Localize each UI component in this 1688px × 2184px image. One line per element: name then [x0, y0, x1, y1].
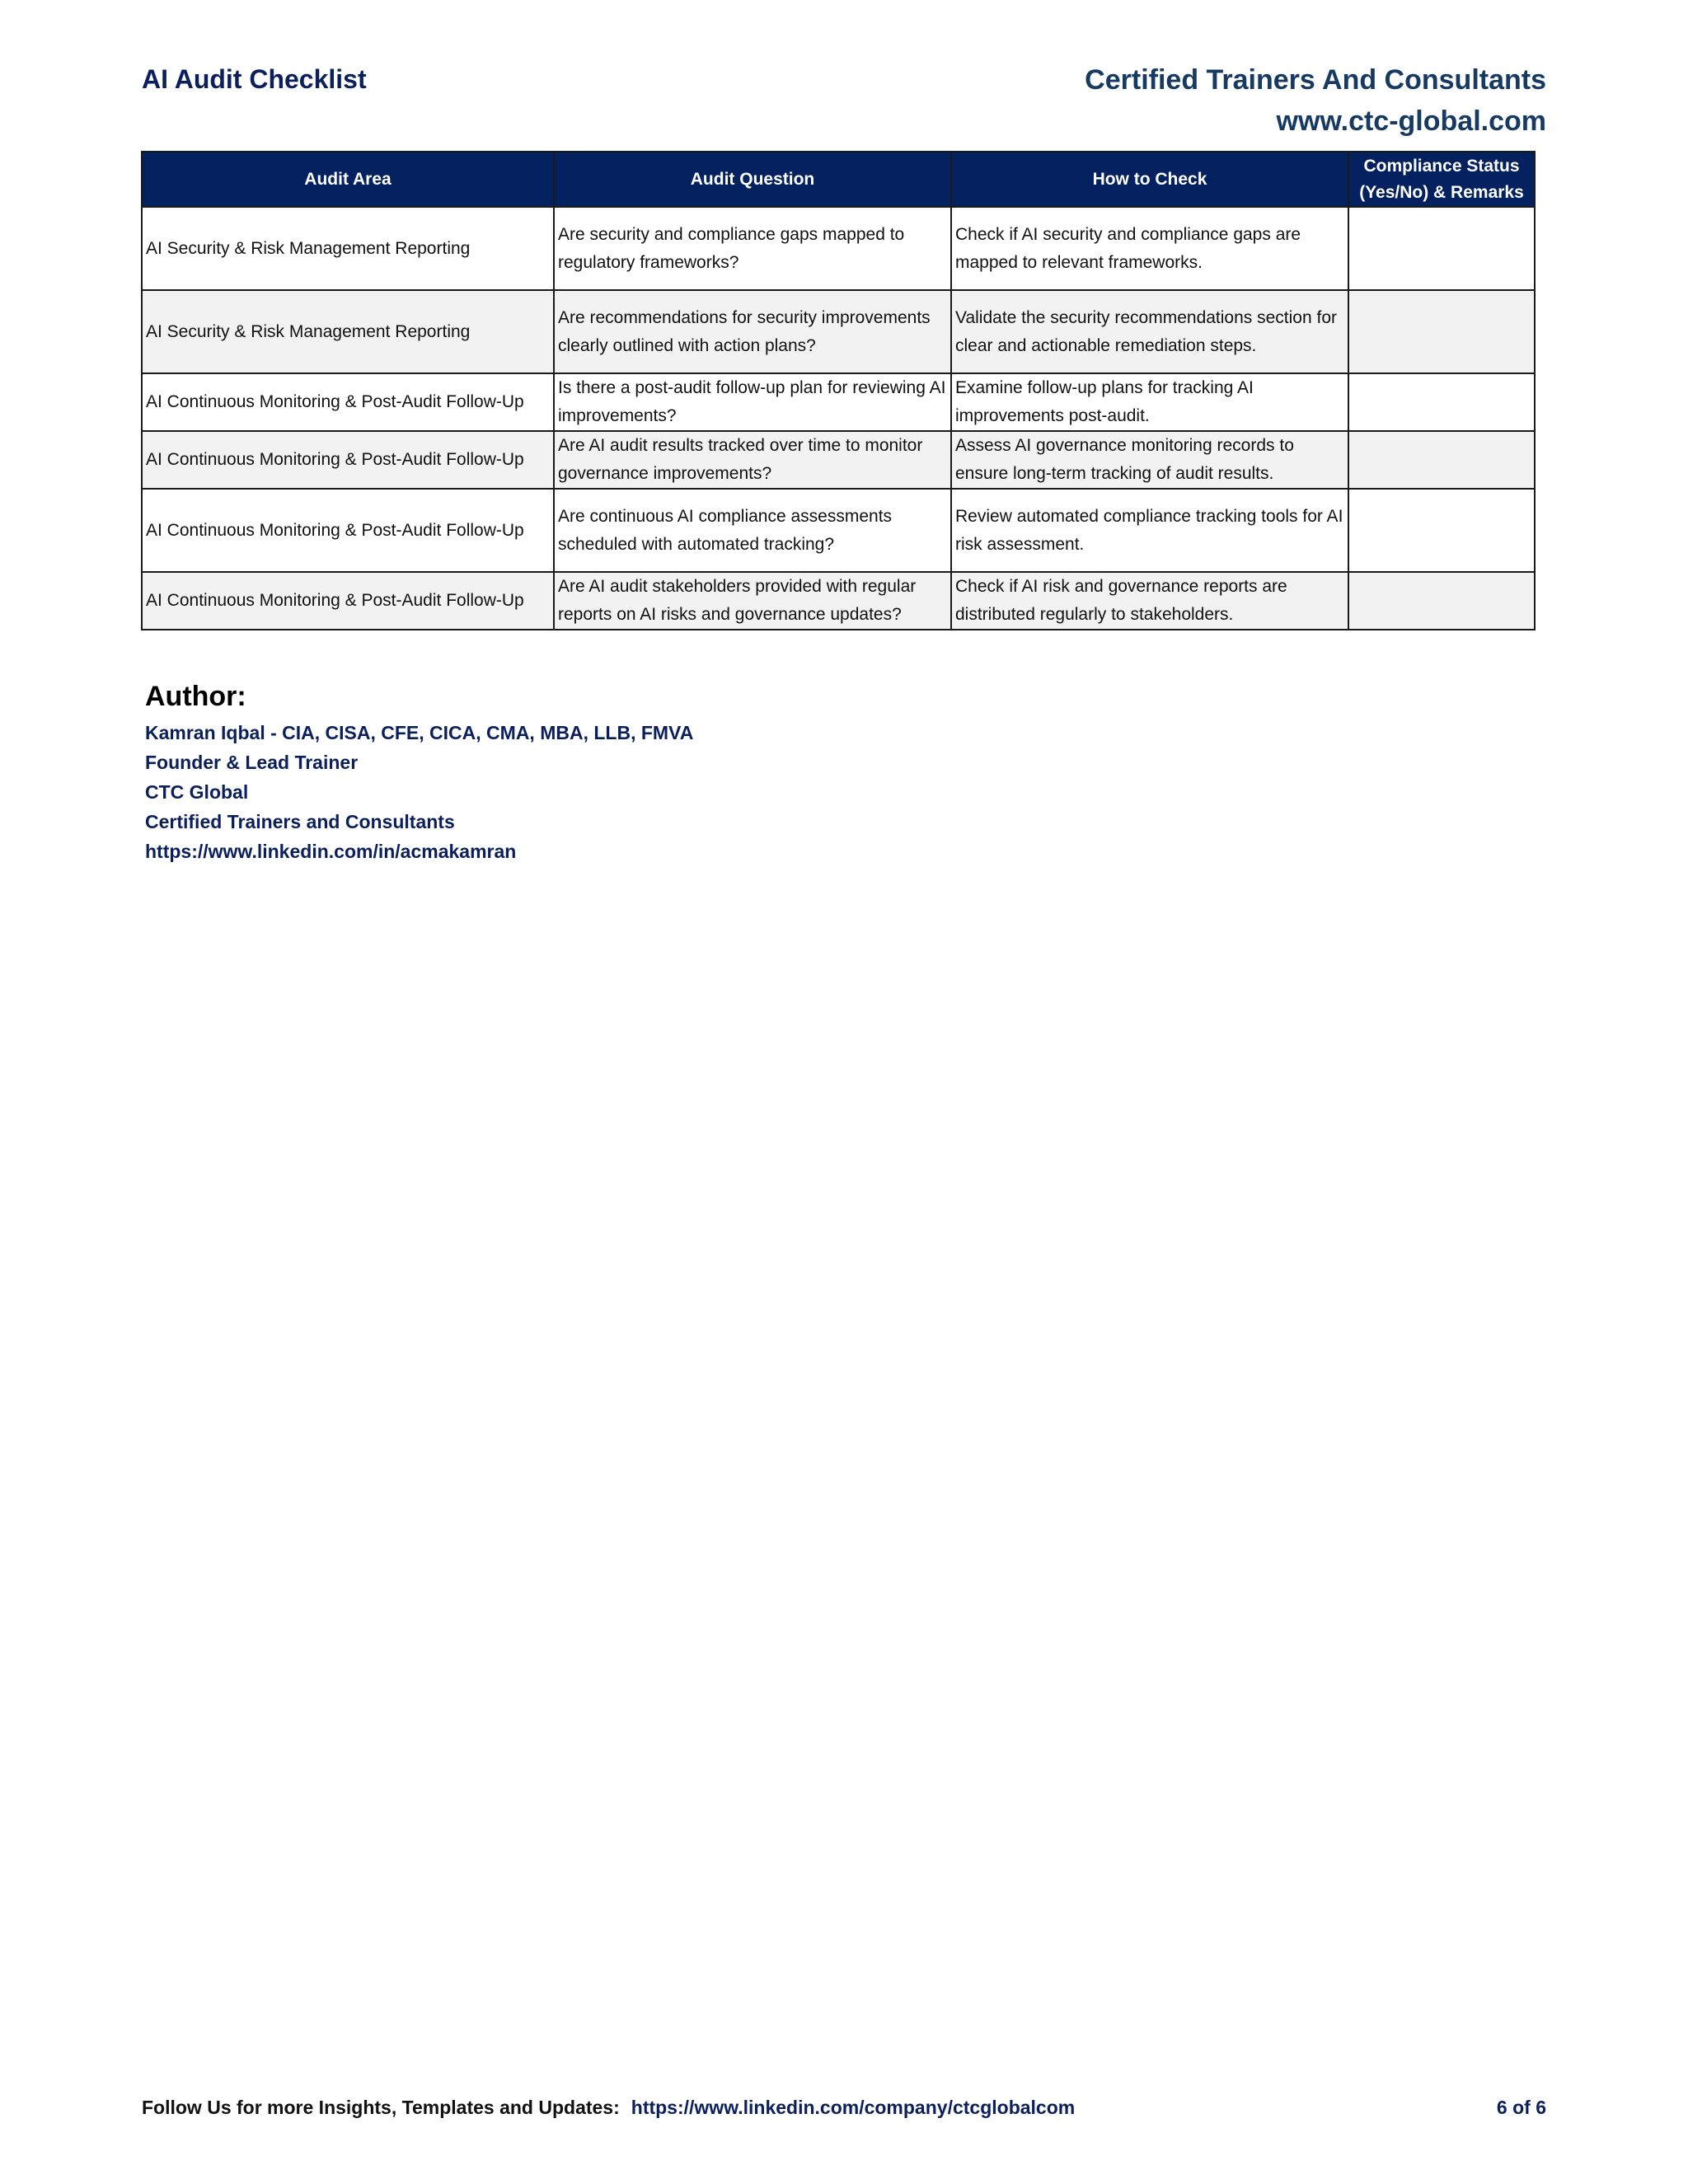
author-name: Kamran Iqbal - CIA, CISA, CFE, CICA, CMA, MBA, LLB, FMVA	[145, 722, 694, 743]
compliance-status-cell[interactable]	[1348, 431, 1535, 489]
audit-area-cell: AI Continuous Monitoring & Post-Audit Follow-Up	[142, 431, 554, 489]
table-row	[142, 290, 1535, 373]
audit-area-cell: AI Continuous Monitoring & Post-Audit Follow-Up	[142, 373, 554, 431]
audit-question-cell: Is there a post-audit follow-up plan for reviewing AI improvements?	[554, 373, 951, 431]
how-to-check-cell: Assess AI governance monitoring records to ensure long-term tracking of audit results.	[951, 431, 1348, 489]
audit-area-cell: AI Continuous Monitoring & Post-Audit Follow-Up	[142, 489, 554, 572]
audit-question-cell: Are AI audit results tracked over time to monitor governance improvements?	[554, 431, 951, 489]
audit-checklist-table	[141, 151, 1536, 630]
audit-question-cell: Are recommendations for security improvements clearly outlined with action plans?	[554, 290, 951, 373]
audit-question-cell: Are continuous AI compliance assessments scheduled with automated tracking?	[554, 489, 951, 572]
author-role: Founder & Lead Trainer	[145, 752, 359, 773]
table-row	[142, 373, 1535, 431]
author-linkedin-link[interactable]: https://www.linkedin.com/in/acmakamran	[145, 841, 517, 862]
how-to-check-cell: Examine follow-up plans for tracking AI improvements post-audit.	[951, 373, 1348, 431]
audit-area-cell: AI Security & Risk Management Reporting	[142, 207, 554, 290]
organization-name: Certified Trainers And Consultants	[1085, 64, 1546, 96]
footer-linkedin-link[interactable]: https://www.linkedin.com/company/ctcglobalcom	[631, 2097, 1076, 2118]
table-row	[142, 431, 1535, 489]
table-row	[142, 572, 1535, 630]
organization-header	[1085, 59, 1546, 142]
table-header-row	[142, 152, 1535, 207]
how-to-check-cell: Check if AI security and compliance gaps are mapped to relevant frameworks.	[951, 207, 1348, 290]
how-to-check-cell: Review automated compliance tracking tools for AI risk assessment.	[951, 489, 1348, 572]
column-header-how-to-check: How to Check	[951, 152, 1348, 207]
author-company: CTC Global	[145, 781, 249, 803]
footer-follow	[142, 2097, 1075, 2119]
compliance-status-cell[interactable]	[1348, 572, 1535, 630]
column-header-compliance-status: Compliance Status (Yes/No) & Remarks	[1348, 152, 1535, 207]
page-footer	[142, 2097, 1546, 2119]
compliance-status-cell[interactable]	[1348, 373, 1535, 431]
compliance-status-cell[interactable]	[1348, 207, 1535, 290]
author-section	[145, 681, 693, 866]
author-company-full: Certified Trainers and Consultants	[145, 811, 455, 832]
compliance-status-cell[interactable]	[1348, 489, 1535, 572]
table-row	[142, 489, 1535, 572]
compliance-status-cell[interactable]	[1348, 290, 1535, 373]
column-header-audit-question: Audit Question	[554, 152, 951, 207]
column-header-audit-area: Audit Area	[142, 152, 554, 207]
audit-question-cell: Are security and compliance gaps mapped to regulatory frameworks?	[554, 207, 951, 290]
audit-area-cell: AI Security & Risk Management Reporting	[142, 290, 554, 373]
table-row	[142, 207, 1535, 290]
how-to-check-cell: Validate the security recommendations section for clear and actionable remediation steps.	[951, 290, 1348, 373]
page-number: 6 of 6	[1496, 2097, 1546, 2118]
audit-question-cell: Are AI audit stakeholders provided with regular reports on AI risks and governance updates?	[554, 572, 951, 630]
footer-label: Follow Us for more Insights, Templates and Updates:	[142, 2097, 620, 2118]
document-title: AI Audit Checklist	[142, 64, 367, 94]
audit-area-cell: AI Continuous Monitoring & Post-Audit Follow-Up	[142, 572, 554, 630]
author-heading: Author:	[145, 681, 246, 712]
organization-website[interactable]: www.ctc-global.com	[1276, 105, 1546, 137]
how-to-check-cell: Check if AI risk and governance reports are distributed regularly to stakeholders.	[951, 572, 1348, 630]
